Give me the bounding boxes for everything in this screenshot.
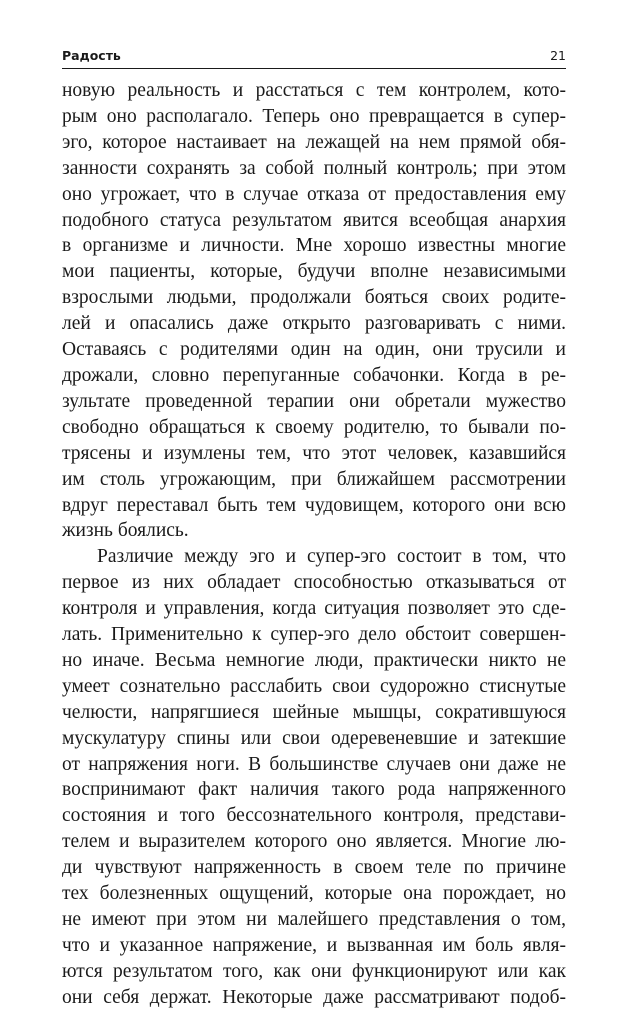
text-line: мои пациенты, которые, будучи вполне независимыми: [62, 261, 566, 283]
chapter-title: Радость: [62, 48, 121, 63]
text-line: состояния и того бессознательного контроля, представи-: [62, 805, 566, 827]
text-line: Оставаясь с родителями один на один, они трусили и: [62, 339, 566, 361]
text-line: они себя держат. Некоторые даже рассматривают подоб-: [62, 986, 566, 1008]
text-line: жизнь боялись.: [62, 520, 189, 542]
text-line: вдруг переставал быть тем чудовищем, которого они всю: [62, 494, 566, 516]
text-line: телем и выразителем которого оно является. Многие лю-: [62, 831, 566, 853]
page-number: 21: [550, 48, 566, 63]
text-line: трясены и изумлены тем, что этот человек, казавшийся: [62, 442, 566, 464]
text-line: занности сохранять за собой полный контроль; при этом: [62, 157, 566, 179]
body-text: [62, 78, 566, 1011]
text-line: новую реальность и расстаться с тем контролем, кото-: [62, 80, 566, 101]
text-line: зультате проведенной терапии они обретали мужество: [62, 390, 566, 412]
text-line: воспринимают факт наличия такого рода напряженного: [62, 779, 566, 801]
text-line: мускулатуру спины или свои одеревеневшие и затекшие: [62, 727, 566, 749]
text-line: лей и опасались даже открыто разговаривать с ними.: [62, 313, 566, 335]
text-line: подобного статуса результатом явится всеобщая анархия: [62, 209, 566, 231]
text-line: эго, которое настаивает на лежащей на нем прямой обя-: [62, 131, 566, 153]
text-line: первое из них обладает способностью отказываться от: [62, 572, 566, 594]
text-line: свободно обращаться к своему родителю, то бывали по-: [62, 416, 566, 438]
text-line: оно угрожает, что в случае отказа от предоставления ему: [62, 183, 566, 205]
text-line: не имеют при этом ни малейшего представления о том,: [62, 909, 566, 930]
text-line: в организме и личности. Мне хорошо известны многие: [62, 235, 566, 257]
text-line: лать. Применительно к супер-эго дело обстоит совершен-: [62, 624, 566, 646]
text-line: Различие между эго и супер-эго состоит в том, что: [97, 546, 566, 568]
text-line: что и указанное напряжение, и вызванная им боль явля-: [62, 934, 566, 956]
text-line: тех болезненных ощущений, которые она порождает, но: [62, 883, 566, 905]
text-line: от напряжения ноги. В большинстве случаев они даже не: [62, 753, 566, 775]
book-page: [62, 48, 566, 1011]
text-line: контроля и управления, когда ситуация позволяет это сде-: [62, 598, 566, 620]
text-line: умеет сознательно расслабить свои судорожно стиснутые: [62, 675, 566, 697]
text-line: взрослыми людьми, продолжали бояться своих родите-: [62, 287, 566, 309]
running-header: [62, 48, 566, 69]
text-line: рым оно располагало. Теперь оно превращается в супер-: [62, 105, 566, 127]
text-line: им столь угрожающим, при ближайшем рассмотрении: [62, 468, 566, 490]
text-line: но иначе. Весьма немногие люди, практически никто не: [62, 649, 566, 671]
text-line: челюсти, напрягшиеся шейные мышцы, сократившуюся: [62, 701, 566, 723]
text-line: ются результатом того, как они функционируют или как: [62, 960, 566, 982]
text-line: ди чувствуют напряженность в своем теле по причине: [62, 857, 566, 879]
text-line: дрожали, словно перепуганные собачонки. Когда в ре-: [62, 364, 566, 386]
